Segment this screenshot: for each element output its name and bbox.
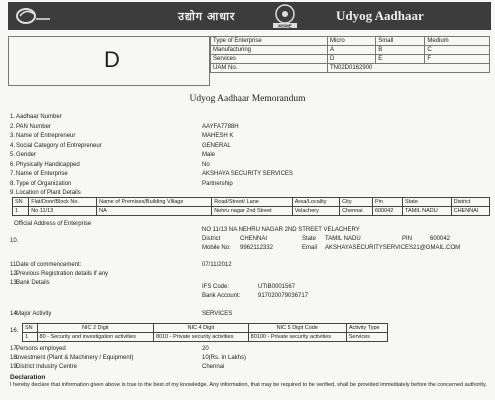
field-label: Physically Handicapped (16, 161, 80, 168)
table-header-row (13, 198, 490, 207)
field-number: 3. (10, 133, 16, 139)
field-number: 16. (10, 328, 19, 334)
table-cell: Services (211, 55, 328, 64)
header-hindi-title: उद्योग आधार (178, 11, 236, 23)
table-header-row (211, 37, 490, 46)
table-row (13, 207, 490, 216)
field-number: 10. (10, 238, 19, 244)
field-number: 19. (10, 364, 19, 370)
state-label: State (302, 236, 317, 242)
district-value: CHENNAI (240, 236, 268, 242)
plant-location-table (12, 197, 490, 216)
field-number: 14. (10, 311, 19, 317)
mobile-label: Mobile No: (202, 245, 231, 251)
digital-india-logo-icon (14, 6, 52, 26)
uam-label: UAM No. (211, 64, 328, 73)
ifs-label: IFS Code: (202, 284, 230, 290)
official-address-label: Official Address of Enterprise (14, 221, 92, 227)
field-value: AKSHAYA SECURITY SERVICES (202, 171, 293, 177)
persons-label: Persons employed (16, 346, 66, 352)
emblem-text: MSME (278, 23, 292, 29)
bank-account-label: Bank Account: (202, 293, 241, 299)
table-row (23, 333, 388, 342)
pin-value: 600042 (430, 236, 451, 242)
field-number: 8. (10, 180, 16, 187)
field-label: Location of Plant Details (16, 190, 81, 196)
table-cell: F (425, 55, 490, 64)
dic-label: District Industry Centre (16, 364, 78, 370)
email-value: AKSHAYASECURITYSERVICES21@GMAIL.COM (325, 245, 461, 251)
table-cell: CHENNAI (451, 207, 489, 216)
field-label: Social Category of Entrepreneur (16, 142, 102, 149)
field-number: 17. (10, 346, 19, 352)
field-value: GENERAL (202, 142, 231, 149)
field-label: Name of Enterprise (16, 171, 68, 177)
header-banner (8, 2, 491, 30)
mobile-value: 9962112332 (240, 245, 273, 251)
persons-value: 20 (202, 346, 209, 352)
official-address-line: NO 11/13 NA NEHRU NAGAR 2ND STREET VELACHERY (202, 227, 360, 233)
field-number: 11. (10, 262, 18, 268)
memorandum-title: Udyog Aadhaar Memorandum (189, 94, 306, 104)
dic-value: Chennai (202, 364, 225, 370)
table-cell: 1 (13, 207, 29, 216)
enterprise-type-table (210, 36, 490, 73)
table-header-cell: SN (23, 324, 38, 333)
field-label: Type of Organization (16, 180, 72, 187)
table-cell: TAMIL NADU (403, 207, 452, 216)
table-cell: No 11/13 (29, 207, 97, 216)
table-cell: 8010 - Private security activities (154, 333, 249, 342)
table-cell: Velachery (292, 207, 339, 216)
table-header-cell: City (340, 198, 373, 207)
field-label: Gender (16, 152, 37, 158)
field-label: Aadhaar Number (16, 114, 62, 120)
table-cell: Chennai (340, 207, 373, 216)
table-header-cell: NIC 5 Digit Code (248, 324, 346, 333)
table-cell: Nehru nagar 2nd Street (212, 207, 293, 216)
field-number: 1. (10, 114, 16, 120)
field-number: 7. (10, 171, 16, 177)
table-header-cell: Medium (425, 37, 490, 46)
table-header-cell: Area/Locality (292, 198, 339, 207)
major-activity-label: Major Activity (16, 311, 52, 317)
table-header-cell: Activity Type (346, 324, 387, 333)
enterprise-grade-box (8, 36, 210, 86)
table-header-cell: NIC 2 Digit (37, 324, 153, 333)
table-cell: A (328, 46, 376, 55)
field-number: 12. (10, 271, 19, 277)
field-number: 9. (10, 190, 16, 196)
field-value: No (202, 161, 210, 168)
bank-account-value: 917020079036717 (258, 293, 309, 299)
msme-emblem-icon (270, 3, 300, 29)
prev-reg-label: Previous Registration details if any (16, 271, 109, 277)
table-header-cell: SN (13, 198, 29, 207)
pin-label: PIN (402, 236, 413, 242)
investment-value: 10(Rs. In Lakhs) (202, 355, 247, 361)
table-cell: NA (97, 207, 212, 216)
table-header-cell: Pin (372, 198, 402, 207)
table-cell: 80100 - Private security activities (248, 333, 346, 342)
table-header-cell: Name of Premises/Building Village (97, 198, 212, 207)
table-header-cell: Small (376, 37, 425, 46)
field-number: 6. (10, 161, 16, 168)
table-header-cell: Type of Enterprise (211, 37, 328, 46)
table-header-cell: Micro (328, 37, 376, 46)
uam-number: TN02D0162900 (328, 64, 490, 73)
declaration-text: I hereby declare that information given above is true to the best of my knowledge. Any information, that may be required to be verified, shall be provided immediately before the concerned authority. (10, 382, 487, 388)
field-label: Name of Entrepreneur (16, 133, 76, 139)
table-cell: C (425, 46, 490, 55)
field-value: Partnership (202, 180, 233, 187)
table-cell: E (376, 55, 425, 64)
field-value: AAYFA7788H (202, 123, 239, 130)
ifs-value: UTIB0001567 (258, 284, 296, 290)
nic-code-table (22, 323, 388, 342)
table-header-cell: Flat/Door/Block No. (29, 198, 97, 207)
declaration-heading: Declaration (10, 374, 46, 381)
table-row (211, 46, 490, 55)
district-label: District (202, 236, 221, 242)
field-value: Male (202, 152, 216, 158)
field-number: 5. (10, 152, 16, 158)
table-row (211, 64, 490, 73)
table-cell: 80 - Security and investigation activities (37, 333, 153, 342)
table-header-cell: NIC 4 Digit (154, 324, 249, 333)
table-cell: D (328, 55, 376, 64)
field-number: 4. (10, 142, 16, 149)
table-header-row (23, 324, 388, 333)
table-header-cell: Road/Street/ Lane (212, 198, 293, 207)
table-cell: Manufacturing (211, 46, 328, 55)
table-cell: Services (346, 333, 387, 342)
bank-details-label: Bank Details (16, 280, 50, 286)
email-label: Email (302, 245, 318, 251)
field-label: PAN Number (16, 123, 51, 130)
commencement-label: Date of commencement: (16, 262, 82, 268)
header-title: Udyog Aadhaar (336, 8, 424, 23)
field-number: 18. (10, 355, 19, 361)
table-cell: 600042 (372, 207, 402, 216)
field-value: MAHESH K (202, 133, 234, 139)
enterprise-grade: D (104, 47, 120, 72)
commencement-value: 07/11/2012 (202, 262, 232, 268)
table-row (211, 55, 490, 64)
table-header-cell: District (451, 198, 489, 207)
investment-label: Investment (Plant & Machinery / Equipment) (16, 355, 134, 361)
field-number: 2. (10, 123, 16, 130)
major-activity-value: SERVICES (202, 311, 233, 317)
state-value: TAMIL NADU (325, 236, 361, 242)
table-header-cell: State (403, 198, 452, 207)
table-cell: B (376, 46, 425, 55)
table-cell: 1 (23, 333, 38, 342)
field-number: 13. (10, 280, 19, 286)
